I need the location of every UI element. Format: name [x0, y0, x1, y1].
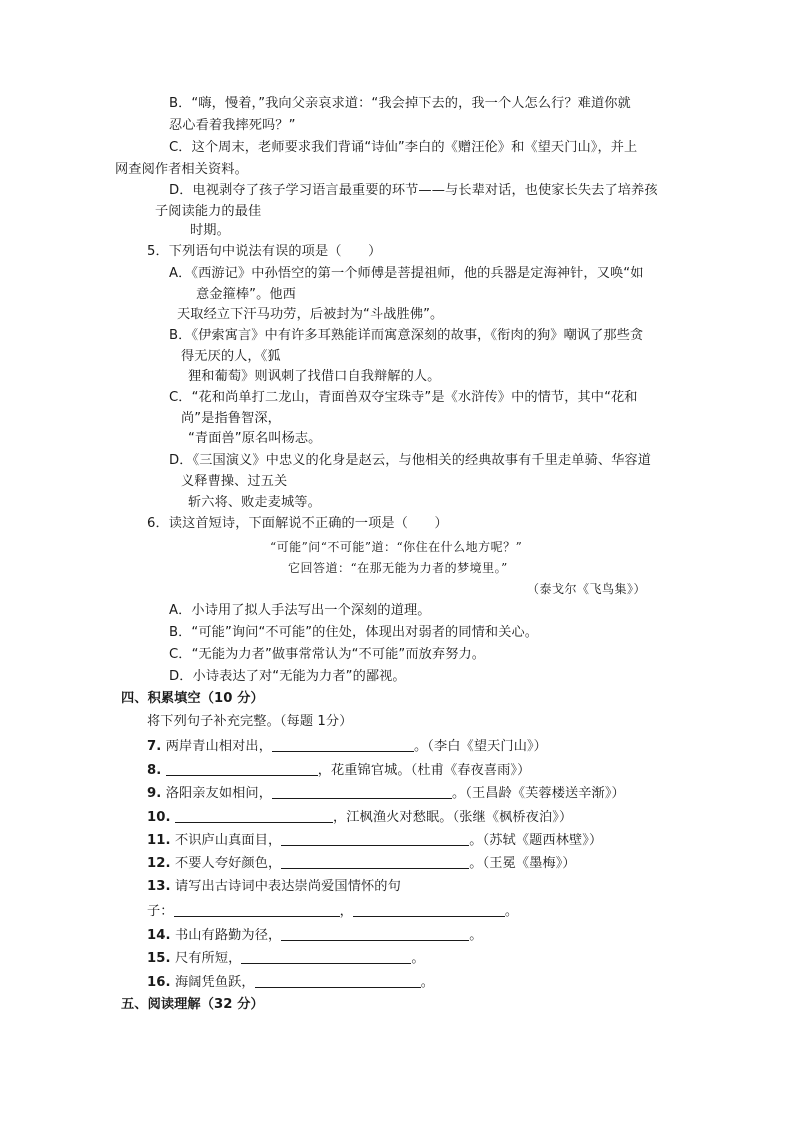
q9-prefix: 洛阳亲友如相问，	[165, 786, 272, 801]
q14-prefix: 书山有路勤为径，	[174, 928, 282, 943]
q6-poem-line1: “可能”问“不可能”道：“你住在什么地方呢？”	[270, 540, 523, 554]
q11-blank[interactable]	[281, 831, 469, 846]
q7-suffix: 。（李白《望天门山》）	[414, 739, 547, 754]
q5-option-a-line1: A．《西游记》中孙悟空的第一个师傅是菩提祖师，他的兵器是定海神针，又唤“如	[169, 266, 644, 281]
q7-number: 7.	[147, 739, 162, 754]
q5-option-c-line1: C．“花和尚单打二龙山，青面兽双夺宝珠寺”是《水浒传》中的情节，其中“花和	[169, 390, 638, 405]
q11-number: 11.	[147, 833, 171, 848]
q11-suffix: 。（苏轼《题西林壁》）	[469, 833, 603, 848]
q13-blank-1[interactable]	[174, 902, 340, 917]
q16-suffix: 。	[420, 975, 434, 990]
q4-option-c-line1: C．这个周末，老师要求我们背诵“诗仙”李白的《赠汪伦》和《望天门山》，并上	[169, 140, 638, 155]
q13-blank-2[interactable]	[353, 902, 505, 917]
q10	[147, 808, 572, 827]
q6-option-a: A．小诗用了拟人手法写出一个深刻的道理。	[169, 603, 431, 618]
q8-number: 8.	[147, 763, 162, 778]
q13-number: 13.	[147, 879, 171, 894]
q14-blank[interactable]	[281, 926, 469, 941]
q12-number: 12.	[147, 856, 171, 871]
q5-option-c-line3: “青面兽”原名叫杨志。	[188, 431, 322, 446]
section-5-title: 五、阅读理解（32 分）	[121, 997, 264, 1012]
q9-suffix: 。（王昌龄《芙蓉楼送辛渐》）	[452, 786, 625, 801]
q5-option-d-line3: 斩六将、败走麦城等。	[188, 495, 321, 510]
q6-option-c: C．“无能为力者”做事常常认为“不可能”而放弃努力。	[169, 647, 486, 662]
q13-prompt: 请写出古诗词中表达崇尚爱国情怀的句	[174, 879, 401, 894]
q7-blank[interactable]	[272, 737, 414, 752]
q5-stem: 5．下列语句中说法有误的项是（ ）	[147, 244, 382, 259]
q7-prefix: 两岸青山相对出，	[165, 739, 272, 754]
q5-option-c-line2: 尚”是指鲁智深，	[181, 411, 281, 426]
q5-option-b-line2: 得无厌的人，《狐	[181, 349, 281, 364]
q5-option-b-line1: B．《伊索寓言》中有许多耳熟能详而寓意深刻的故事，《衔肉的狗》嘲讽了那些贪	[169, 328, 644, 343]
section-4-title: 四、积累填空（10 分）	[121, 691, 264, 706]
q12-prefix: 不要人夸好颜色，	[174, 856, 282, 871]
q15-blank[interactable]	[241, 949, 411, 964]
q10-suffix: ，江枫渔火对愁眠。（张继《枫桥夜泊》）	[332, 810, 573, 825]
q16	[147, 973, 434, 992]
q16-blank[interactable]	[255, 973, 421, 988]
q11-prefix: 不识庐山真面目，	[174, 833, 282, 848]
q16-number: 16.	[147, 975, 171, 990]
q5-option-d-line1: D．《三国演义》中忠义的化身是赵云，与他相关的经典故事有千里走单骑、华容道	[169, 453, 652, 468]
q13-line2	[147, 902, 518, 921]
section-4-intro: 将下列句子补充完整。（每题 1分）	[147, 714, 353, 729]
q9	[147, 784, 625, 803]
q8-suffix: ，花重锦官城。（杜甫《春夜喜雨》）	[317, 763, 531, 778]
q13-line1	[147, 878, 401, 896]
q10-blank[interactable]	[175, 808, 333, 823]
q16-prefix: 海阔凭鱼跃，	[174, 975, 255, 990]
q13-suffix: 。	[504, 904, 519, 919]
q6-stem: 6．读这首短诗，下面解说不正确的一项是（ ）	[147, 516, 448, 531]
q8	[147, 761, 530, 780]
q14-number: 14.	[147, 928, 171, 943]
q4-option-d-line2: 子阅读能力的最佳	[155, 204, 262, 219]
q12	[147, 854, 576, 873]
q14-suffix: 。	[469, 928, 483, 943]
q13-separator: ，	[339, 904, 353, 919]
q9-blank[interactable]	[272, 784, 452, 799]
q12-blank[interactable]	[281, 854, 469, 869]
q5-option-d-line2: 义释曹操、过五关	[181, 474, 288, 489]
q6-poem-source: （泰戈尔《飞鸟集》）	[527, 582, 647, 596]
q14	[147, 926, 483, 945]
q15	[147, 949, 425, 968]
q15-number: 15.	[147, 951, 171, 966]
q6-option-b: B．“可能”询问“不可能”的住处，体现出对弱者的同情和关心。	[169, 625, 539, 640]
q11	[147, 831, 602, 850]
q5-option-a-line2: 意金箍棒”。他西	[196, 287, 296, 302]
q4-option-c-line2: 网查阅作者相关资料。	[115, 162, 248, 177]
q4-option-d-line1: D．电视剥夺了孩子学习语言最重要的环节——与长辈对话，也使家长失去了培养孩	[169, 183, 658, 198]
q9-number: 9.	[147, 786, 162, 801]
q7	[147, 737, 547, 756]
q12-suffix: 。（王冕《墨梅》）	[469, 856, 576, 871]
q4-option-b-line1: B．“嗨，慢着，”我向父亲哀求道：“我会掉下去的，我一个人怎么行？难道你就	[169, 96, 631, 111]
q15-prefix: 尺有所短，	[174, 951, 242, 966]
q6-option-d: D．小诗表达了对“无能为力者”的鄙视。	[169, 669, 406, 684]
q5-option-a-line3: 天取经立下汗马功劳，后被封为“斗战胜佛”。	[177, 307, 444, 322]
q10-number: 10.	[147, 810, 171, 825]
q8-blank[interactable]	[166, 761, 318, 776]
q15-suffix: 。	[411, 951, 425, 966]
q13-prefix: 子：	[147, 904, 174, 919]
q4-option-b-line2: 忍心看着我摔死吗？”	[169, 118, 296, 133]
q5-option-b-line3: 狸和葡萄》则讽刺了找借口自我辩解的人。	[188, 369, 441, 384]
q4-option-d-line3: 时期。	[190, 223, 230, 238]
q6-poem-line2: 它回答道：“在那无能为力者的梦境里。”	[288, 561, 508, 575]
